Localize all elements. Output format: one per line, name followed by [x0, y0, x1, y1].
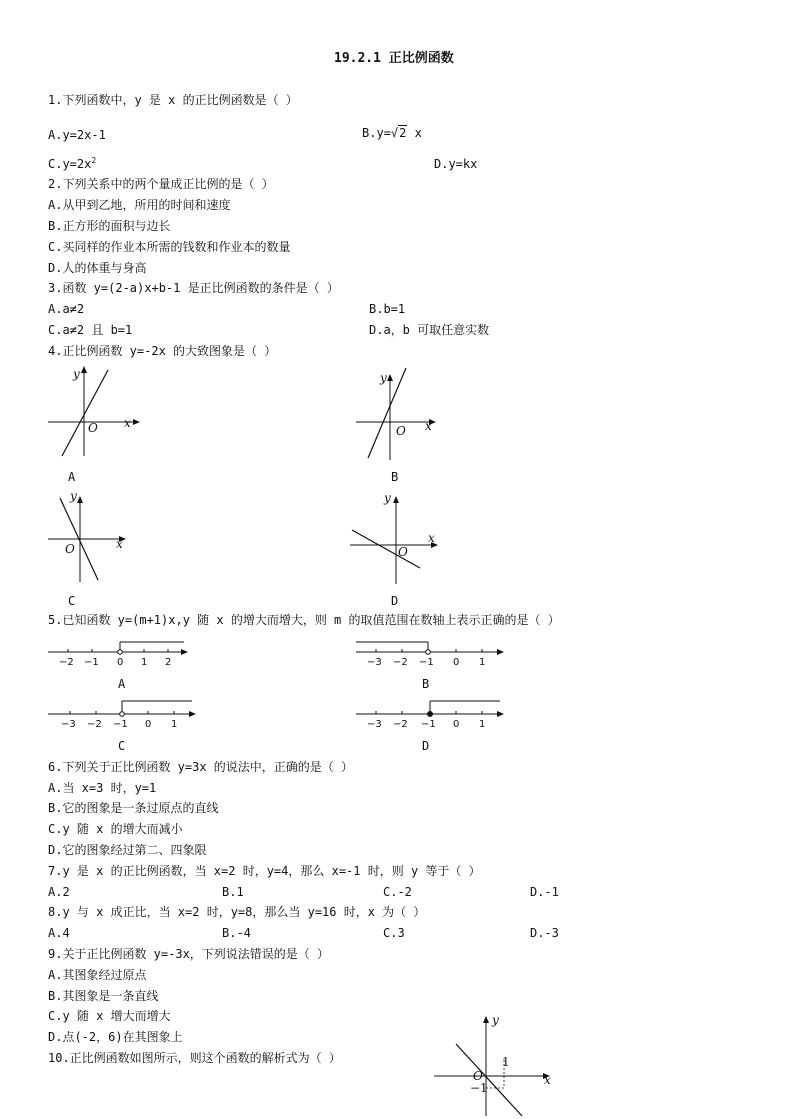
- q5-label-c: C: [118, 739, 126, 753]
- x-axis-label: x: [544, 1073, 551, 1087]
- q2-option-c: C.买同样的作业本所需的钱数和作业本的数量: [48, 240, 291, 254]
- origin-label: O: [88, 421, 98, 435]
- tick-label: 1: [479, 657, 486, 668]
- open-point: [118, 650, 123, 655]
- number-line-arrow: [497, 649, 504, 655]
- y-axis-label: y: [380, 371, 387, 385]
- q8-option-a: A.4: [48, 926, 70, 940]
- q5-label-d: D: [422, 739, 430, 753]
- tick-y-label: −1: [470, 1081, 488, 1095]
- q5-numberline-b: [354, 636, 514, 668]
- q4-graph-b: [350, 364, 450, 464]
- y-axis-label: y: [492, 1013, 499, 1027]
- q7-option-b: B.1: [222, 885, 244, 899]
- y-axis-arrow: [483, 1016, 489, 1023]
- x-axis-label: x: [425, 419, 432, 433]
- q6-option-c: C.y 随 x 的增大而减小: [48, 822, 183, 836]
- closed-point: [428, 712, 433, 717]
- q9-option-a: A.其图象经过原点: [48, 968, 147, 982]
- tick-label: −2: [393, 719, 408, 730]
- tick-label: 1: [171, 719, 178, 730]
- y-axis-label: y: [384, 491, 391, 505]
- function-line: [368, 368, 406, 458]
- tick-label: 0: [117, 657, 124, 668]
- tick-label: 0: [145, 719, 152, 730]
- x-axis-label: x: [124, 416, 131, 430]
- q1-option-b-suffix: x: [407, 126, 422, 140]
- q1-option-c-exponent: 2: [91, 156, 97, 165]
- q4-label-b: B: [391, 470, 399, 484]
- tick-label: −3: [61, 719, 76, 730]
- q8-option-d: D.-3: [530, 926, 559, 940]
- q9-stem: 9.关于正比例函数 y=-3x，下列说法错误的是（ ）: [48, 947, 330, 961]
- origin-label: O: [65, 542, 75, 556]
- q5-stem: 5.已知函数 y=(m+1)x,y 随 x 的增大而增大，则 m 的取值范围在数轴上表示正确的是（ ）: [48, 613, 560, 627]
- tick-label: −3: [367, 719, 382, 730]
- origin-label: O: [396, 424, 406, 438]
- number-line-arrow: [497, 711, 504, 717]
- x-axis-arrow: [133, 419, 140, 425]
- tick-label: 0: [453, 719, 460, 730]
- q2-stem: 2.下列关系中的两个量成正比例的是（ ）: [48, 177, 274, 191]
- tick-label: −1: [419, 657, 434, 668]
- q8-option-b: B.-4: [222, 926, 251, 940]
- q6-stem: 6.下列关于正比例函数 y=3x 的说法中，正确的是（ ）: [48, 760, 354, 774]
- sqrt-symbol: √2: [390, 126, 407, 140]
- q2-option-a: A.从甲到乙地，所用的时间和速度: [48, 198, 231, 212]
- y-axis-arrow: [393, 496, 399, 503]
- tick-label: −1: [113, 719, 128, 730]
- origin-label: O: [398, 545, 408, 559]
- q3-stem: 3.函数 y=(2-a)x+b-1 是正比例函数的条件是（ ）: [48, 281, 339, 295]
- q9-option-d: D.点(-2，6)在其图象上: [48, 1030, 183, 1044]
- tick-label: 2: [165, 657, 172, 668]
- q7-option-a: A.2: [48, 885, 70, 899]
- q9-option-c: C.y 随 x 增大而增大: [48, 1009, 171, 1023]
- q10-stem: 10.正比例函数如图所示，则这个函数的解析式为（ ）: [48, 1051, 341, 1065]
- tick-label: −2: [87, 719, 102, 730]
- q2-option-d: D.人的体重与身高: [48, 261, 147, 275]
- tick-label: 1: [141, 657, 148, 668]
- number-line-arrow: [181, 649, 188, 655]
- open-point: [426, 650, 431, 655]
- tick-label: 0: [453, 657, 460, 668]
- y-axis-arrow: [77, 496, 83, 503]
- q7-option-d: D.-1: [530, 885, 559, 899]
- q6-option-a: A.当 x=3 时，y=1: [48, 781, 157, 795]
- q1-stem: 1.下列函数中，y 是 x 的正比例函数是（ ）: [48, 93, 298, 107]
- tick-label: 1: [479, 719, 486, 730]
- tick-x-label: 1: [502, 1055, 510, 1069]
- tick-label: −2: [393, 657, 408, 668]
- y-axis-arrow: [387, 374, 393, 381]
- function-line: [456, 1044, 522, 1116]
- q3-option-b: B.b=1: [369, 302, 406, 316]
- q7-stem: 7.y 是 x 的正比例函数，当 x=2 时，y=4，那么 x=-1 时，则 y 等于（ ）: [48, 864, 481, 878]
- q3-option-d: D.a，b 可取任意实数: [369, 323, 490, 337]
- y-axis-label: y: [70, 489, 77, 503]
- q7-option-c: C.-2: [383, 885, 412, 899]
- page-title: 19.2.1 正比例函数: [334, 51, 454, 66]
- origin-label: O: [473, 1069, 483, 1083]
- x-axis-label: x: [428, 531, 435, 545]
- q1-option-b: [362, 126, 422, 140]
- q4-label-a: A: [68, 470, 76, 484]
- q4-graph-a: [40, 360, 150, 460]
- tick-label: −1: [84, 657, 99, 668]
- q9-option-b: B.其图象是一条直线: [48, 989, 159, 1003]
- open-point: [120, 712, 125, 717]
- q2-option-b: B.正方形的面积与边长: [48, 219, 171, 233]
- tick-label: −3: [367, 657, 382, 668]
- function-line: [352, 530, 420, 568]
- q5-label-b: B: [422, 677, 430, 691]
- y-axis-arrow: [81, 366, 87, 373]
- q1-option-c-text: C.y=2x: [48, 157, 92, 171]
- q4-graph-c: [40, 486, 140, 586]
- q5-numberline-a: [46, 636, 196, 668]
- q4-stem: 4.正比例函数 y=-2x 的大致图象是（ ）: [48, 344, 277, 358]
- q8-stem: 8.y 与 x 成正比，当 x=2 时，y=8，那么当 y=16 时，x 为（ ）: [48, 905, 426, 919]
- q1-option-b-radicand: 2: [399, 126, 407, 140]
- function-line: [62, 370, 108, 456]
- q5-numberline-c: [46, 698, 206, 730]
- tick-label: −1: [421, 719, 436, 730]
- q5-label-a: A: [118, 677, 126, 691]
- q1-option-b-prefix: B.y=: [362, 126, 391, 140]
- q8-option-c: C.3: [383, 926, 405, 940]
- q4-label-d: D: [391, 594, 399, 608]
- q1-option-d: D.y=kx: [434, 157, 478, 171]
- x-axis-label: x: [116, 537, 123, 551]
- q1-option-a: A.y=2x-1: [48, 128, 106, 142]
- number-line-arrow: [189, 711, 196, 717]
- q1-option-c: [48, 157, 96, 171]
- tick-label: −2: [59, 657, 74, 668]
- q6-option-b: B.它的图象是一条过原点的直线: [48, 801, 219, 815]
- q4-graph-d: [346, 488, 446, 588]
- q5-numberline-d: [354, 698, 514, 730]
- q6-option-d: D.它的图象经过第二、四象限: [48, 843, 207, 857]
- q10-graph: [430, 1012, 560, 1116]
- q4-label-c: C: [68, 594, 76, 608]
- q3-option-c: C.a≠2 且 b=1: [48, 323, 133, 337]
- y-axis-label: y: [73, 367, 80, 381]
- q3-option-a: A.a≠2: [48, 302, 85, 316]
